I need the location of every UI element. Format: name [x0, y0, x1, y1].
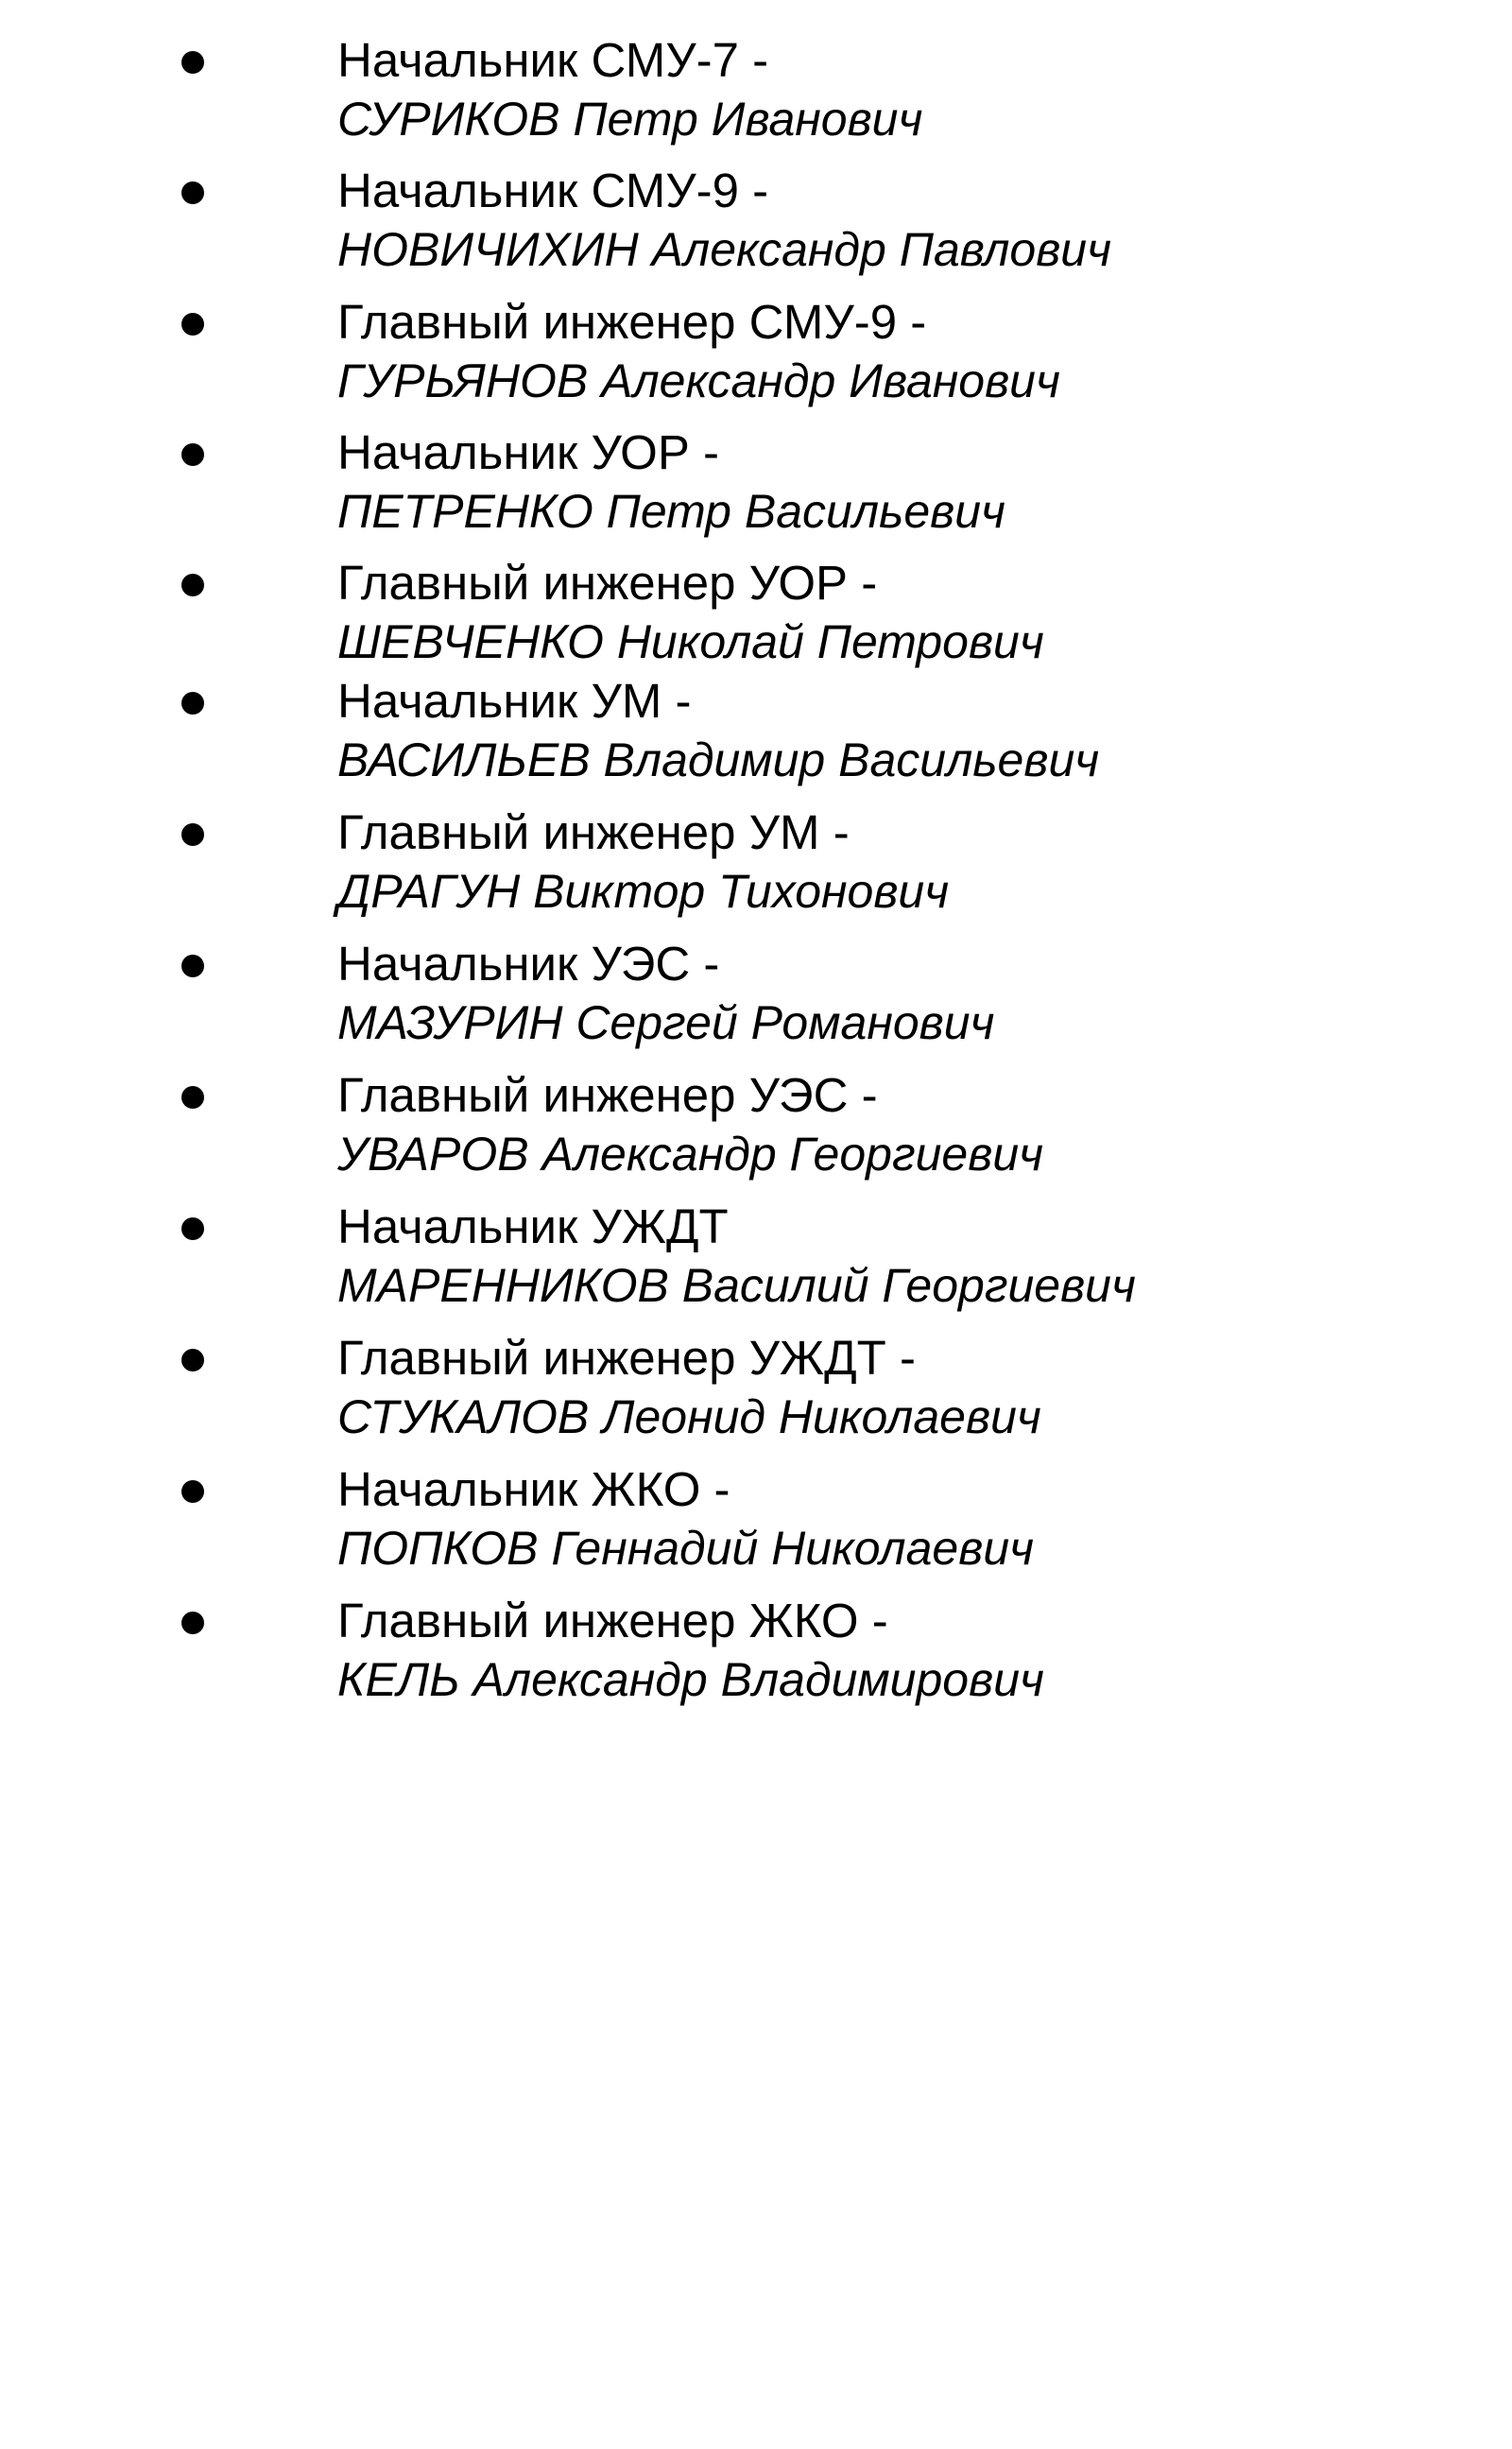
person-name: ГУРЬЯНОВ Александр Иванович [337, 354, 1060, 407]
person-name: ПОПКОВ Геннадий Николаевич [337, 1522, 1035, 1575]
list-item [0, 163, 1512, 285]
position-title: Главный инженер УМ - [337, 805, 850, 859]
bullet-icon [181, 443, 204, 466]
person-name: УВАРОВ Александр Георгиевич [337, 1128, 1044, 1181]
list-item [0, 1461, 1512, 1584]
bullet-icon [181, 1349, 204, 1371]
person-name: НОВИЧИХИН Александр Павлович [337, 223, 1111, 276]
person-name: МАРЕННИКОВ Василий Георгиевич [337, 1259, 1136, 1312]
bullet-icon [181, 181, 204, 204]
list-item [0, 424, 1512, 547]
bullet-icon [181, 1086, 204, 1109]
person-name: ПЕТРЕНКО Петр Васильевич [337, 485, 1005, 538]
position-title: Начальник УЭС - [337, 937, 720, 991]
position-title: Начальник СМУ-7 - [337, 33, 769, 87]
list-item [0, 1593, 1512, 1716]
person-name: СУРИКОВ Петр Иванович [337, 93, 923, 146]
person-name: СТУКАЛОВ Леонид Николаевич [337, 1390, 1041, 1443]
position-title: Главный инженер СМУ-9 - [337, 295, 927, 349]
position-title: Начальник УЖДТ [337, 1199, 729, 1253]
bullet-icon [181, 955, 204, 977]
position-title: Начальник УМ - [337, 674, 692, 728]
bullet-icon [181, 313, 204, 336]
list-item [0, 32, 1512, 155]
bullet-icon [181, 51, 204, 74]
position-title: Начальник ЖКО - [337, 1462, 730, 1516]
position-title: Главный инженер УЭС - [337, 1068, 878, 1122]
list-item [0, 1330, 1512, 1453]
bullet-icon [181, 692, 204, 715]
list-item [0, 1067, 1512, 1190]
list-item [0, 1199, 1512, 1321]
position-title: Главный инженер УОР - [337, 556, 878, 610]
position-title: Главный инженер УЖДТ - [337, 1331, 916, 1385]
person-name: КЕЛЬ Александр Владимирович [337, 1653, 1044, 1706]
person-name: ВАСИЛЬЕВ Владимир Васильевич [337, 733, 1100, 786]
person-name: ДРАГУН Виктор Тихонович [337, 865, 950, 918]
position-title: Начальник УОР - [337, 425, 720, 479]
position-title: Главный инженер ЖКО - [337, 1594, 888, 1647]
list-item [0, 294, 1512, 417]
bullet-icon [181, 1480, 204, 1503]
list-item [0, 804, 1512, 927]
bullet-icon [181, 1217, 204, 1240]
bullet-icon [181, 574, 204, 596]
list-item [0, 673, 1512, 796]
position-title: Начальник СМУ-9 - [337, 164, 769, 217]
list-item [0, 555, 1512, 678]
bullet-icon [181, 823, 204, 846]
list-item [0, 936, 1512, 1059]
bullet-icon [181, 1612, 204, 1634]
person-name: МАЗУРИН Сергей Романович [337, 996, 995, 1049]
person-name: ШЕВЧЕНКО Николай Петрович [337, 615, 1044, 668]
